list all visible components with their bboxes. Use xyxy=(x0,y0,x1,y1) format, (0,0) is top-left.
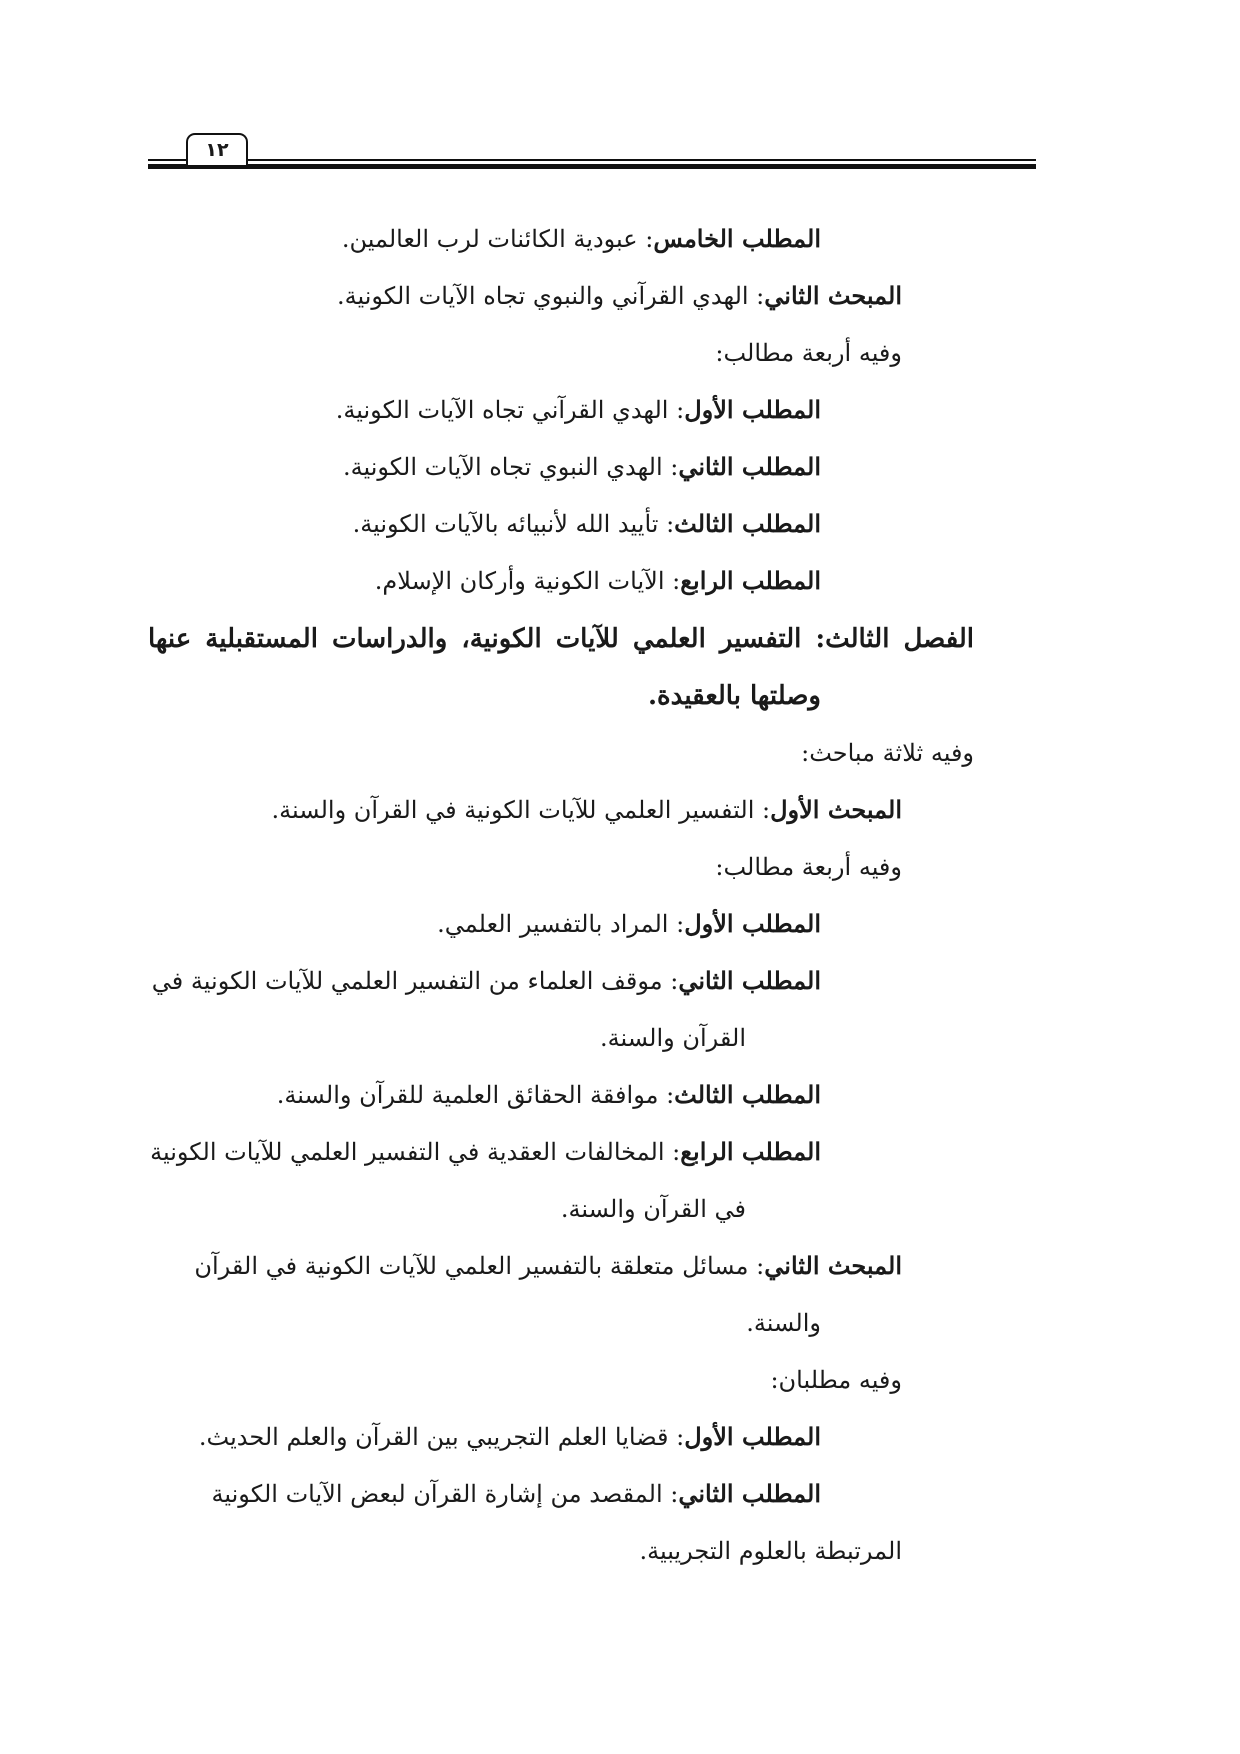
toc-entry: المطلب الثالث: موافقة الحقائق العلمية للقرآن والسنة. xyxy=(276,1080,821,1109)
toc-entry: المطلب الثاني: موقف العلماء من التفسير العلمي للآيات الكونية في xyxy=(151,966,821,995)
entry-label: المطلب الخامس xyxy=(653,224,821,253)
toc-entry: المبحث الثاني: مسائل متعلقة بالتفسير العلمي للآيات الكونية في القرآن xyxy=(194,1251,902,1280)
toc-entry-continuation: المرتبطة بالعلوم التجريبية. xyxy=(639,1537,902,1565)
entry-label: المطلب الثالث xyxy=(674,1080,821,1109)
entry-text: قضايا العلم التجريبي بين القرآن والعلم الحديث. xyxy=(198,1423,677,1451)
entry-text: الهدي النبوي تجاه الآيات الكونية. xyxy=(342,453,671,481)
entry-text: المخالفات العقدية في التفسير العلمي للآيات الكونية xyxy=(150,1138,673,1166)
entry-text: وفيه ثلاثة مباحث: xyxy=(801,739,974,767)
entry-text: الهدي القرآني والنبوي تجاه الآيات الكونية. xyxy=(336,282,757,310)
entry-label: المطلب الأول xyxy=(684,909,821,938)
entry-text: المقصد من إشارة القرآن لبعض الآيات الكونية xyxy=(211,1480,671,1508)
entry-label: المطلب الثالث xyxy=(674,509,821,538)
entry-text: موقف العلماء من التفسير العلمي للآيات الكونية في xyxy=(151,967,671,995)
chapter-text: التفسير العلمي للآيات الكونية، والدراسات المستقبلية عنها xyxy=(148,624,816,654)
entry-text: عبودية الكائنات لرب العالمين. xyxy=(341,225,646,253)
entry-text: الهدي القرآني تجاه الآيات الكونية. xyxy=(335,396,677,424)
toc-note xyxy=(148,728,974,778)
header-rule-thin xyxy=(148,159,1036,161)
entry-text: تأييد الله لأنبيائه بالآيات الكونية. xyxy=(352,510,667,538)
page-number: ١٢ xyxy=(186,133,248,165)
entry-label: المطلب الرابع xyxy=(680,1137,821,1166)
entry-label: المطلب الثاني xyxy=(678,1479,821,1508)
entry-label: المطلب الرابع xyxy=(680,566,821,595)
toc-entry: المطلب الأول: قضايا العلم التجريبي بين القرآن والعلم الحديث. xyxy=(198,1422,821,1451)
toc-entry-continuation: في القرآن والسنة. xyxy=(560,1195,746,1223)
toc-entry: المطلب الثاني: الهدي النبوي تجاه الآيات الكونية. xyxy=(342,452,821,481)
entry-text: وفيه أربعة مطالب: xyxy=(715,339,902,367)
page-header xyxy=(148,128,1036,168)
toc-entry: المبحث الثاني: الهدي القرآني والنبوي تجاه الآيات الكونية. xyxy=(336,281,902,310)
entry-text: موافقة الحقائق العلمية للقرآن والسنة. xyxy=(276,1081,667,1109)
toc-entry: المطلب الثالث: تأييد الله لأنبيائه بالآيات الكونية. xyxy=(352,509,821,538)
toc-entry-continuation: القرآن والسنة. xyxy=(599,1024,746,1052)
entry-label: المطلب الثاني xyxy=(678,452,821,481)
toc-note xyxy=(148,328,902,378)
chapter-heading-continuation: وصلتها بالعقيدة. xyxy=(648,681,821,711)
entry-label: المطلب الأول xyxy=(684,1422,821,1451)
chapter-label: الفصل الثالث xyxy=(825,624,975,654)
toc-entry: المطلب الأول: المراد بالتفسير العلمي. xyxy=(437,909,821,938)
toc-entry: المطلب الرابع: المخالفات العقدية في التفسير العلمي للآيات الكونية xyxy=(150,1137,821,1166)
entry-text: وفيه مطلبان: xyxy=(770,1366,902,1394)
toc-entry: المطلب الخامس: عبودية الكائنات لرب العالمين. xyxy=(341,224,821,253)
entry-text: المراد بالتفسير العلمي. xyxy=(437,910,677,938)
toc-entry-continuation: والسنة. xyxy=(746,1309,821,1337)
table-of-contents xyxy=(148,214,974,1594)
toc-note xyxy=(148,1355,902,1405)
header-rule-thick xyxy=(148,164,1036,169)
entry-label: المبحث الأول xyxy=(770,795,902,824)
entry-label: المطلب الثاني xyxy=(678,966,821,995)
entry-text: مسائل متعلقة بالتفسير العلمي للآيات الكونية في القرآن xyxy=(194,1252,757,1280)
toc-entry: المطلب الأول: الهدي القرآني تجاه الآيات الكونية. xyxy=(335,395,821,424)
entry-label: المطلب الأول xyxy=(684,395,821,424)
entry-text: الآيات الكونية وأركان الإسلام. xyxy=(374,567,673,595)
toc-note xyxy=(148,842,902,892)
entry-text: التفسير العلمي للآيات الكونية في القرآن والسنة. xyxy=(271,796,762,824)
toc-entry: المطلب الرابع: الآيات الكونية وأركان الإسلام. xyxy=(374,566,821,595)
chapter-heading: الفصل الثالث: التفسير العلمي للآيات الكونية، والدراسات المستقبلية عنها xyxy=(148,624,975,654)
toc-entry: المبحث الأول: التفسير العلمي للآيات الكونية في القرآن والسنة. xyxy=(271,795,902,824)
entry-label: المبحث الثاني xyxy=(764,281,902,310)
entry-label: المبحث الثاني xyxy=(764,1251,902,1280)
toc-entry: المطلب الثاني: المقصد من إشارة القرآن لبعض الآيات الكونية xyxy=(211,1479,821,1508)
entry-text: وفيه أربعة مطالب: xyxy=(715,853,902,881)
